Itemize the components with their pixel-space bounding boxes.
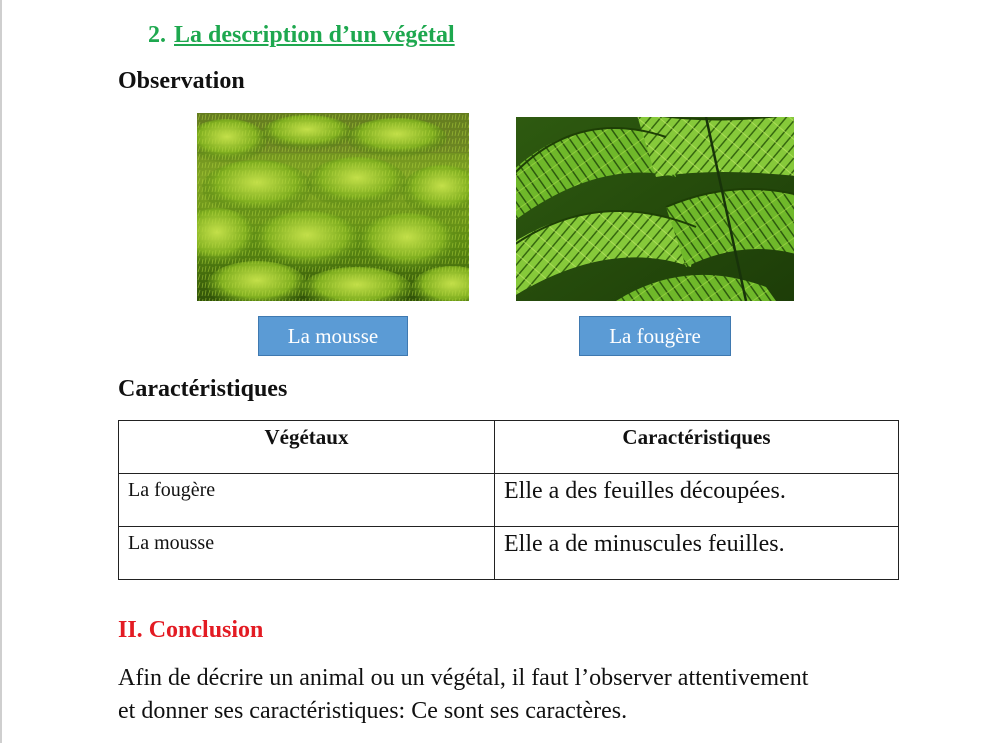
fern-photo <box>516 117 794 301</box>
conclusion-line: et donner ses caractéristiques: Ce sont ses caractères. <box>118 698 628 724</box>
conclusion-number: II. <box>118 617 143 643</box>
section-title: La description d’un végétal <box>174 22 455 48</box>
column-header-vegetaux: Végétaux <box>119 421 495 474</box>
table-cell-trait: Elle a des feuilles découpées. <box>495 474 899 527</box>
section-number: 2. <box>148 22 166 48</box>
moss-photo <box>197 113 469 301</box>
conclusion-heading <box>118 617 263 644</box>
conclusion-line: Afin de décrire un animal ou un végétal, il faut l’observer attentivement <box>118 665 809 691</box>
conclusion-paragraph <box>118 662 908 728</box>
table-cell-plant: La mousse <box>119 527 495 580</box>
characteristics-table <box>118 420 899 580</box>
section-heading <box>148 22 455 49</box>
table-cell-plant: La fougère <box>119 474 495 527</box>
observation-heading: Observation <box>118 68 245 94</box>
table-cell-trait: Elle a de minuscules feuilles. <box>495 527 899 580</box>
fern-caption-box: La fougère <box>579 316 731 356</box>
page-edge <box>0 0 2 743</box>
conclusion-title: Conclusion <box>148 617 264 643</box>
characteristics-heading: Caractéristiques <box>118 376 288 402</box>
table-row <box>119 527 899 580</box>
moss-caption-box: La mousse <box>258 316 408 356</box>
table-header-row <box>119 421 899 474</box>
column-header-caracteristiques: Caractéristiques <box>495 421 899 474</box>
table-row <box>119 474 899 527</box>
